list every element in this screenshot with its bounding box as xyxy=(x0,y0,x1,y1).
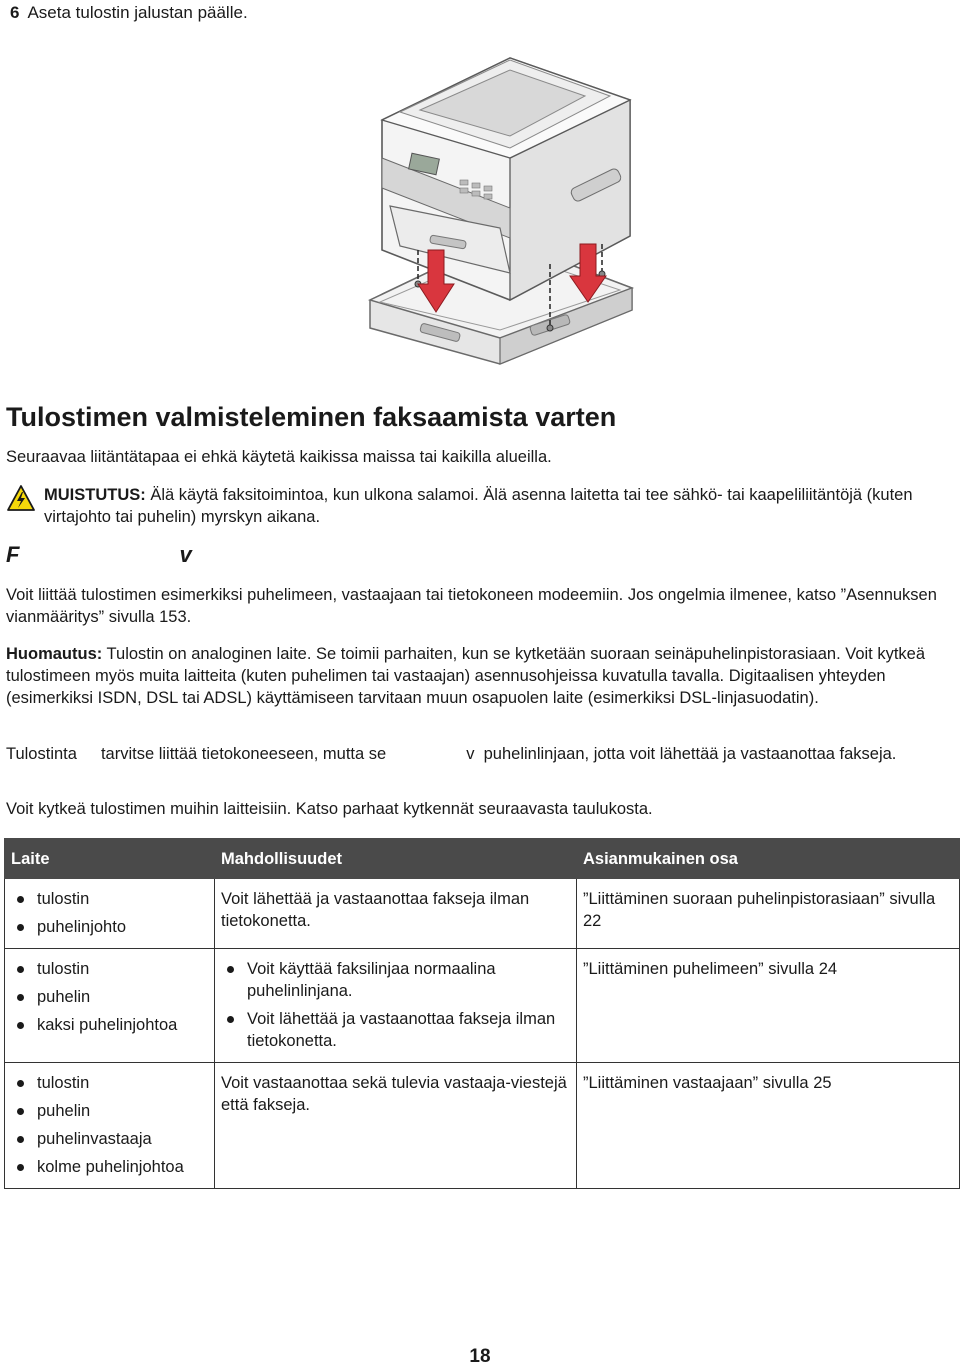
warning-lightning-icon xyxy=(6,484,36,512)
devices-cell xyxy=(5,879,215,949)
possibilities-cell: Voit lähettää ja vastaanottaa fakseja ilman tietokonetta. xyxy=(215,879,577,949)
step-instruction xyxy=(10,2,248,24)
connection-options-table xyxy=(4,838,960,1189)
caution-text: Älä käytä faksitoimintoa, kun ulkona salamoi. Älä asenna laitetta tai tee sähkö- tai kaapeliliitäntöjä (kuten virtajohto tai puhelin) myrskyn aikana. xyxy=(44,486,913,526)
p2-part2: tarvitse liittää tietokoneeseen, mutta se xyxy=(100,745,387,763)
list-item: kaksi puhelinjohtoa xyxy=(11,1014,208,1036)
step-number: 6 xyxy=(10,3,20,22)
section-reference-link[interactable]: ”Liittäminen puhelimeen” sivulla 24 xyxy=(577,949,960,1063)
printer-on-stand-illustration xyxy=(360,38,648,368)
section-reference-link[interactable]: ”Liittäminen suoraan puhelinpistorasiaan” sivulla 22 xyxy=(577,879,960,949)
section-reference-link[interactable]: ”Liittäminen vastaajaan” sivulla 25 xyxy=(577,1063,960,1189)
possibilities-cell xyxy=(215,949,577,1063)
list-item: puhelinjohto xyxy=(11,916,208,938)
table-intro-paragraph: Voit kytkeä tulostimen muihin laitteisiin. Katso parhaat kytkennät seuraavasta taulukosta. xyxy=(6,800,653,818)
list-item: tulostin xyxy=(11,958,208,980)
intro-text: Seuraavaa liitäntätapaa ei ehkä käytetä kaikissa maissa tai kaikilla alueilla. xyxy=(6,448,552,466)
note-paragraph xyxy=(6,643,956,709)
header-section: Asianmukainen osa xyxy=(577,839,960,879)
list-item: puhelin xyxy=(11,1100,208,1122)
caution-label: MUISTUTUS: xyxy=(44,486,146,504)
caution-notice xyxy=(44,484,954,528)
list-item: Voit lähettää ja vastaanottaa fakseja ilman tietokonetta. xyxy=(221,1008,570,1052)
step-text: Aseta tulostin jalustan päälle. xyxy=(27,3,248,22)
table-row xyxy=(5,949,960,1063)
connection-intro-paragraph: Voit liittää tulostimen esimerkiksi puhelimeen, vastaajaan tai tietokoneen modeemiin. Jos ongelmia ilmenee, katso ”Asennuksen vianmääritys” sivulla 153. xyxy=(6,586,937,626)
table-header-row xyxy=(5,839,960,879)
list-item: puhelin xyxy=(11,986,208,1008)
sub-heading-part2: v xyxy=(179,542,192,567)
header-device: Laite xyxy=(5,839,215,879)
header-possibilities: Mahdollisuudet xyxy=(215,839,577,879)
p2-part4: puhelinlinjaan, jotta voit lähettää ja vastaanottaa fakseja. xyxy=(483,745,897,763)
section-title: Tulostimen valmisteleminen faksaamista varten xyxy=(6,402,617,432)
list-item: puhelinvastaaja xyxy=(11,1128,208,1150)
sub-heading xyxy=(6,542,192,568)
devices-cell xyxy=(5,1063,215,1189)
computer-not-required-paragraph xyxy=(6,743,951,765)
page-number: 18 xyxy=(469,1346,491,1367)
note-label: Huomautus: xyxy=(6,645,103,663)
sub-heading-part1: F xyxy=(6,542,20,567)
list-item: tulostin xyxy=(11,1072,208,1094)
table-row xyxy=(5,1063,960,1189)
p2-part1: Tulostinta xyxy=(6,745,77,763)
devices-cell xyxy=(5,949,215,1063)
list-item: tulostin xyxy=(11,888,208,910)
list-item: Voit käyttää faksilinjaa normaalina puhelinlinjana. xyxy=(221,958,570,1002)
table-row xyxy=(5,879,960,949)
possibilities-cell: Voit vastaanottaa sekä tulevia vastaaja-viestejä että fakseja. xyxy=(215,1063,577,1189)
p2-part3: v xyxy=(466,745,475,763)
list-item: kolme puhelinjohtoa xyxy=(11,1156,208,1178)
note-text: Tulostin on analoginen laite. Se toimii parhaiten, kun se kytketään suoraan seinäpuhelinpistorasiaan. Voit kytkeä tulostimeen myös muita laitteita (kuten puhelimen tai vastaajan) asennusohjeissa kuvatulla tavalla. Digitaalisen yhteyden (esimerkiksi ISDN, DSL tai ADSL) käyttämiseen tarvitaan muun osapuolen laite (esimerkiksi DSL-linjasuodatin). xyxy=(6,645,926,707)
